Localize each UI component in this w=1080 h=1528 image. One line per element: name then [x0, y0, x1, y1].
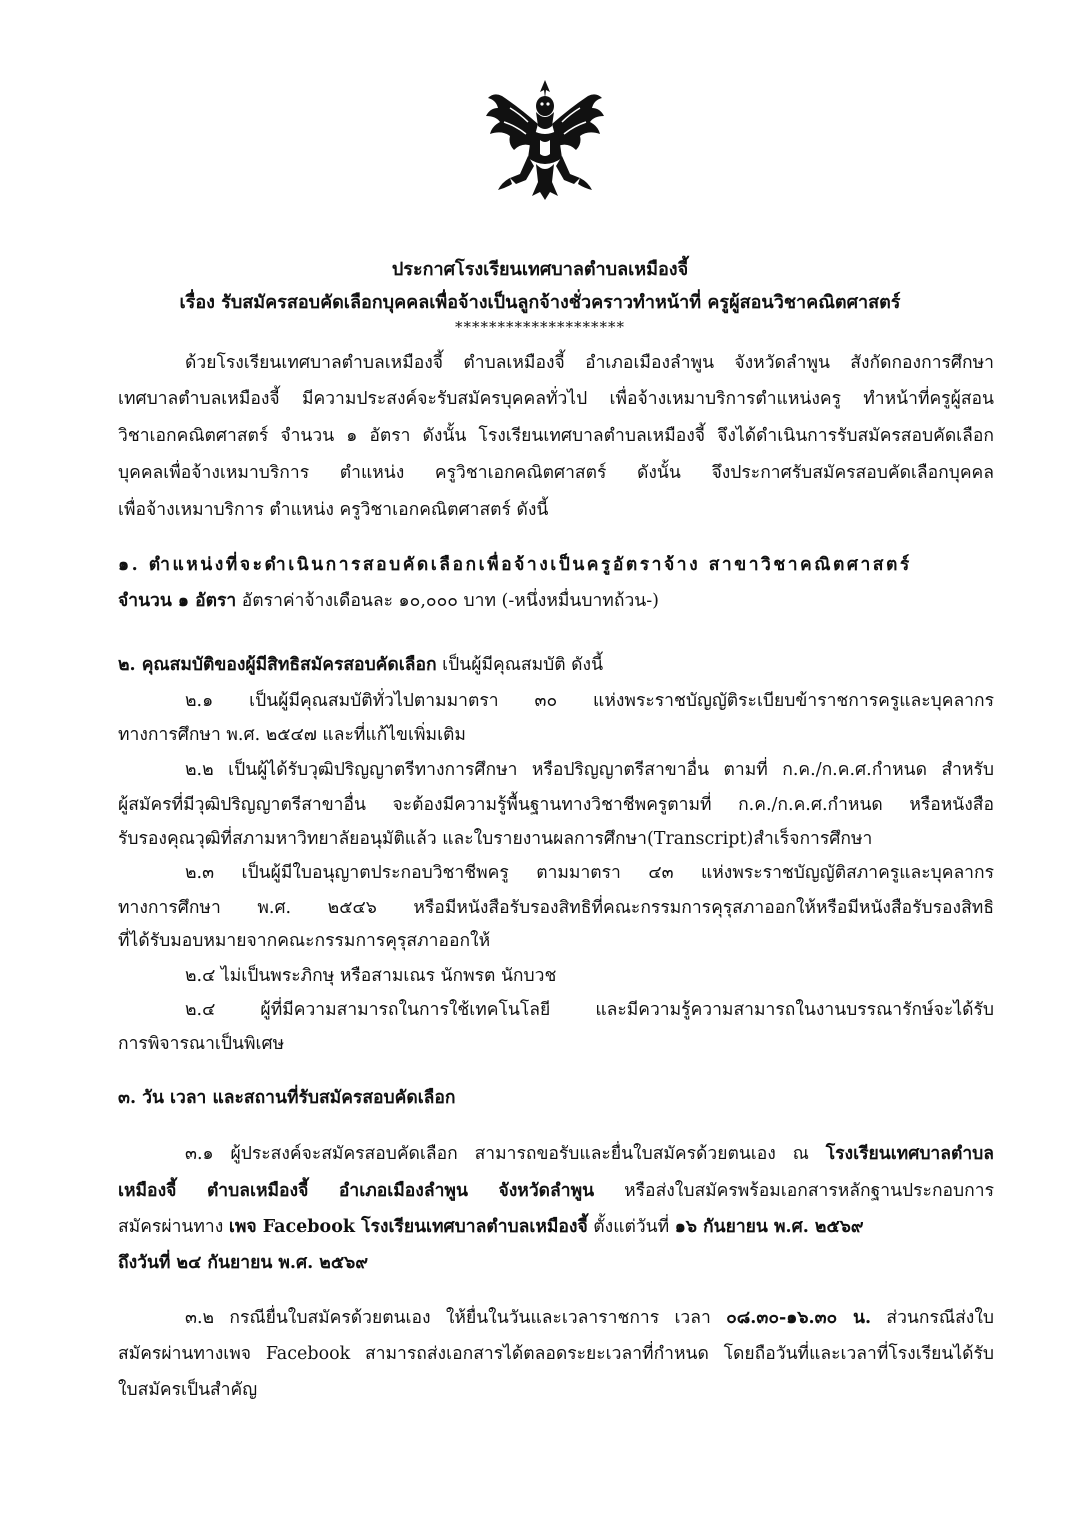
intro-line: เพื่อจ้างเหมาบริการ ตำแหน่ง ครูวิชาเอกคณิตศาสตร์ ดังนี้	[118, 500, 549, 520]
application-text: ตั้งแต่วันที่	[587, 1217, 675, 1237]
end-date: ถึงวันที่ ๒๔ กันยายน พ.ศ. ๒๕๖๙	[118, 1253, 369, 1273]
facebook-page-name: เพจ Facebook โรงเรียนเทศบาลตำบลเหมืองจี้	[228, 1217, 588, 1237]
application-text: สมัครผ่านทาง	[118, 1217, 229, 1237]
application-text: หรือส่งใบสมัครพร้อมเอกสารหลักฐานประกอบการ	[594, 1181, 994, 1201]
section-2-heading-rest: เป็นผู้มีคุณสมบัติ ดังนี้	[436, 655, 604, 675]
intro-line: ด้วยโรงเรียนเทศบาลตำบลเหมืองจี้ ตำบลเหมืองจี้ อำเภอเมืองลำพูน จังหวัดลำพูน สังกัดกองการศึกษา	[185, 353, 994, 373]
qualification-line: ๒.๑ เป็นผู้มีคุณสมบัติทั่วไปตามมาตรา ๓๐ แห่งพระราชบัญญัติระเบียบข้าราชการครูและบุคลากร	[185, 691, 994, 711]
section-2-heading-bold: ๒. คุณสมบัติของผู้มีสิทธิสมัครสอบคัดเลือก	[118, 655, 437, 675]
office-hours: ๐๘.๓๐-๑๖.๓๐ น.	[726, 1308, 872, 1328]
submission-paragraph-line	[185, 1303, 994, 1331]
section-1-wage: อัตราค่าจ้างเดือนละ ๑๐,๐๐๐ บาท (-หนึ่งหมื่นบาทถ้วน-)	[236, 591, 659, 611]
section-2-heading	[118, 650, 994, 678]
qualification-line: ๒.๒ เป็นผู้ได้รับวุฒิปริญญาตรีทางการศึกษา หรือปริญญาตรีสาขาอื่น ตามที่ ก.ค./ก.ค.ศ.กำหนด สำหรับ	[185, 760, 994, 780]
title-separator: ********************	[455, 318, 625, 336]
intro-line: บุคคลเพื่อจ้างเหมาบริการ ตำแหน่ง ครูวิชาเอกคณิตศาสตร์ ดังนั้น จึงประกาศรับสมัครสอบคัดเลือกบุคคล	[118, 463, 994, 483]
qualification-line: ๒.๔ ไม่เป็นพระภิกษุ หรือสามเณร นักพรต นักบวช	[185, 966, 557, 986]
section-1-heading: ๑. ตำแหน่งที่จะดำเนินการสอบคัดเลือกเพื่อจ้างเป็นครูอัตราจ้าง สาขาวิชาคณิตศาสตร์	[118, 555, 912, 575]
submission-paragraph-line: ใบสมัครเป็นสำคัญ	[118, 1380, 258, 1400]
section-1-detail	[118, 586, 994, 614]
section-1-count: จำนวน ๑ อัตรา	[118, 591, 237, 611]
submission-paragraph-line: สมัครผ่านทางเพจ Facebook สามารถส่งเอกสารได้ตลอดระยะเวลาที่กำหนด โดยถือวันที่และเวลาที่โรงเรียนได้รับ	[118, 1344, 994, 1364]
qualification-line: ทางการศึกษา พ.ศ. ๒๕๔๗ และที่แก้ไขเพิ่มเติม	[118, 725, 466, 745]
qualification-line: ๒.๔ ผู้ที่มีความสามารถในการใช้เทคโนโลยี และมีความรู้ความสามารถในงานบรรณารักษ์จะได้รับ	[185, 1000, 994, 1020]
submission-text: ส่วนกรณีส่งใบ	[871, 1308, 994, 1328]
application-paragraph-line	[118, 1176, 994, 1204]
qualification-line: ๒.๓ เป็นผู้มีใบอนุญาตประกอบวิชาชีพครู ตามมาตรา ๔๓ แห่งพระราชบัญญัติสภาครูและบุคลากร	[185, 863, 994, 883]
application-paragraph-line	[118, 1212, 994, 1240]
application-text: ๓.๑ ผู้ประสงค์จะสมัครสอบคัดเลือก สามารถขอรับและยื่นใบสมัครด้วยตนเอง ณ	[185, 1144, 826, 1164]
start-date: ๑๖ กันยายน พ.ศ. ๒๕๖๙	[674, 1217, 864, 1237]
application-paragraph-line	[185, 1139, 994, 1167]
intro-line: วิชาเอกคณิตศาสตร์ จำนวน ๑ อัตรา ดังนั้น โรงเรียนเทศบาลตำบลเหมืองจี้ จึงได้ดำเนินการรับสมัครสอบคัดเลือก	[118, 426, 994, 446]
qualification-line: การพิจารณาเป็นพิเศษ	[118, 1034, 285, 1054]
school-name: โรงเรียนเทศบาลตำบล	[825, 1144, 994, 1164]
qualification-line: ที่ได้รับมอบหมายจากคณะกรรมการคุรุสภาออกให้	[118, 931, 491, 951]
qualification-line: ทางการศึกษา พ.ศ. ๒๕๔๖ หรือมีหนังสือรับรองสิทธิที่คณะกรรมการคุรุสภาออกให้หรือมีหนังสือรับรองสิทธิ	[118, 898, 994, 918]
announcement-subject: เรื่อง รับสมัครสอบคัดเลือกบุคคลเพื่อจ้างเป็นลูกจ้างชั่วคราวทำหน้าที่ ครูผู้สอนวิชาคณิตศาสตร์	[179, 292, 901, 313]
section-3-heading: ๓. วัน เวลา และสถานที่รับสมัครสอบคัดเลือก	[118, 1088, 456, 1108]
qualification-line: รับรองคุณวุฒิที่สภามหาวิทยาลัยอนุมัติแล้ว และใบรายงานผลการศึกษา(Transcript)สำเร็จการศึกษา	[118, 829, 873, 849]
intro-line: เทศบาลตำบลเหมืองจี้ มีความประสงค์จะรับสมัครบุคคลทั่วไป เพื่อจ้างเหมาบริการตำแหน่งครู ทำหน้าที่ครูผู้สอน	[118, 389, 994, 409]
submission-text: ๓.๒ กรณียื่นใบสมัครด้วยตนเอง ให้ยื่นในวันและเวลาราชการ เวลา	[185, 1308, 727, 1328]
announcement-title: ประกาศโรงเรียนเทศบาลตำบลเหมืองจี้	[391, 259, 689, 280]
qualification-line: ผู้สมัครที่มีวุฒิปริญญาตรีสาขาอื่น จะต้องมีความรู้พื้นฐานทางวิชาชีพครูตามที่ ก.ค./ก.ค.ศ.กำหนด หรือหนังสือ	[118, 795, 994, 815]
garuda-emblem-icon	[480, 78, 610, 203]
school-address: เหมืองจี้ ตำบลเหมืองจี้ อำเภอเมืองลำพูน จังหวัดลำพูน	[118, 1181, 595, 1201]
